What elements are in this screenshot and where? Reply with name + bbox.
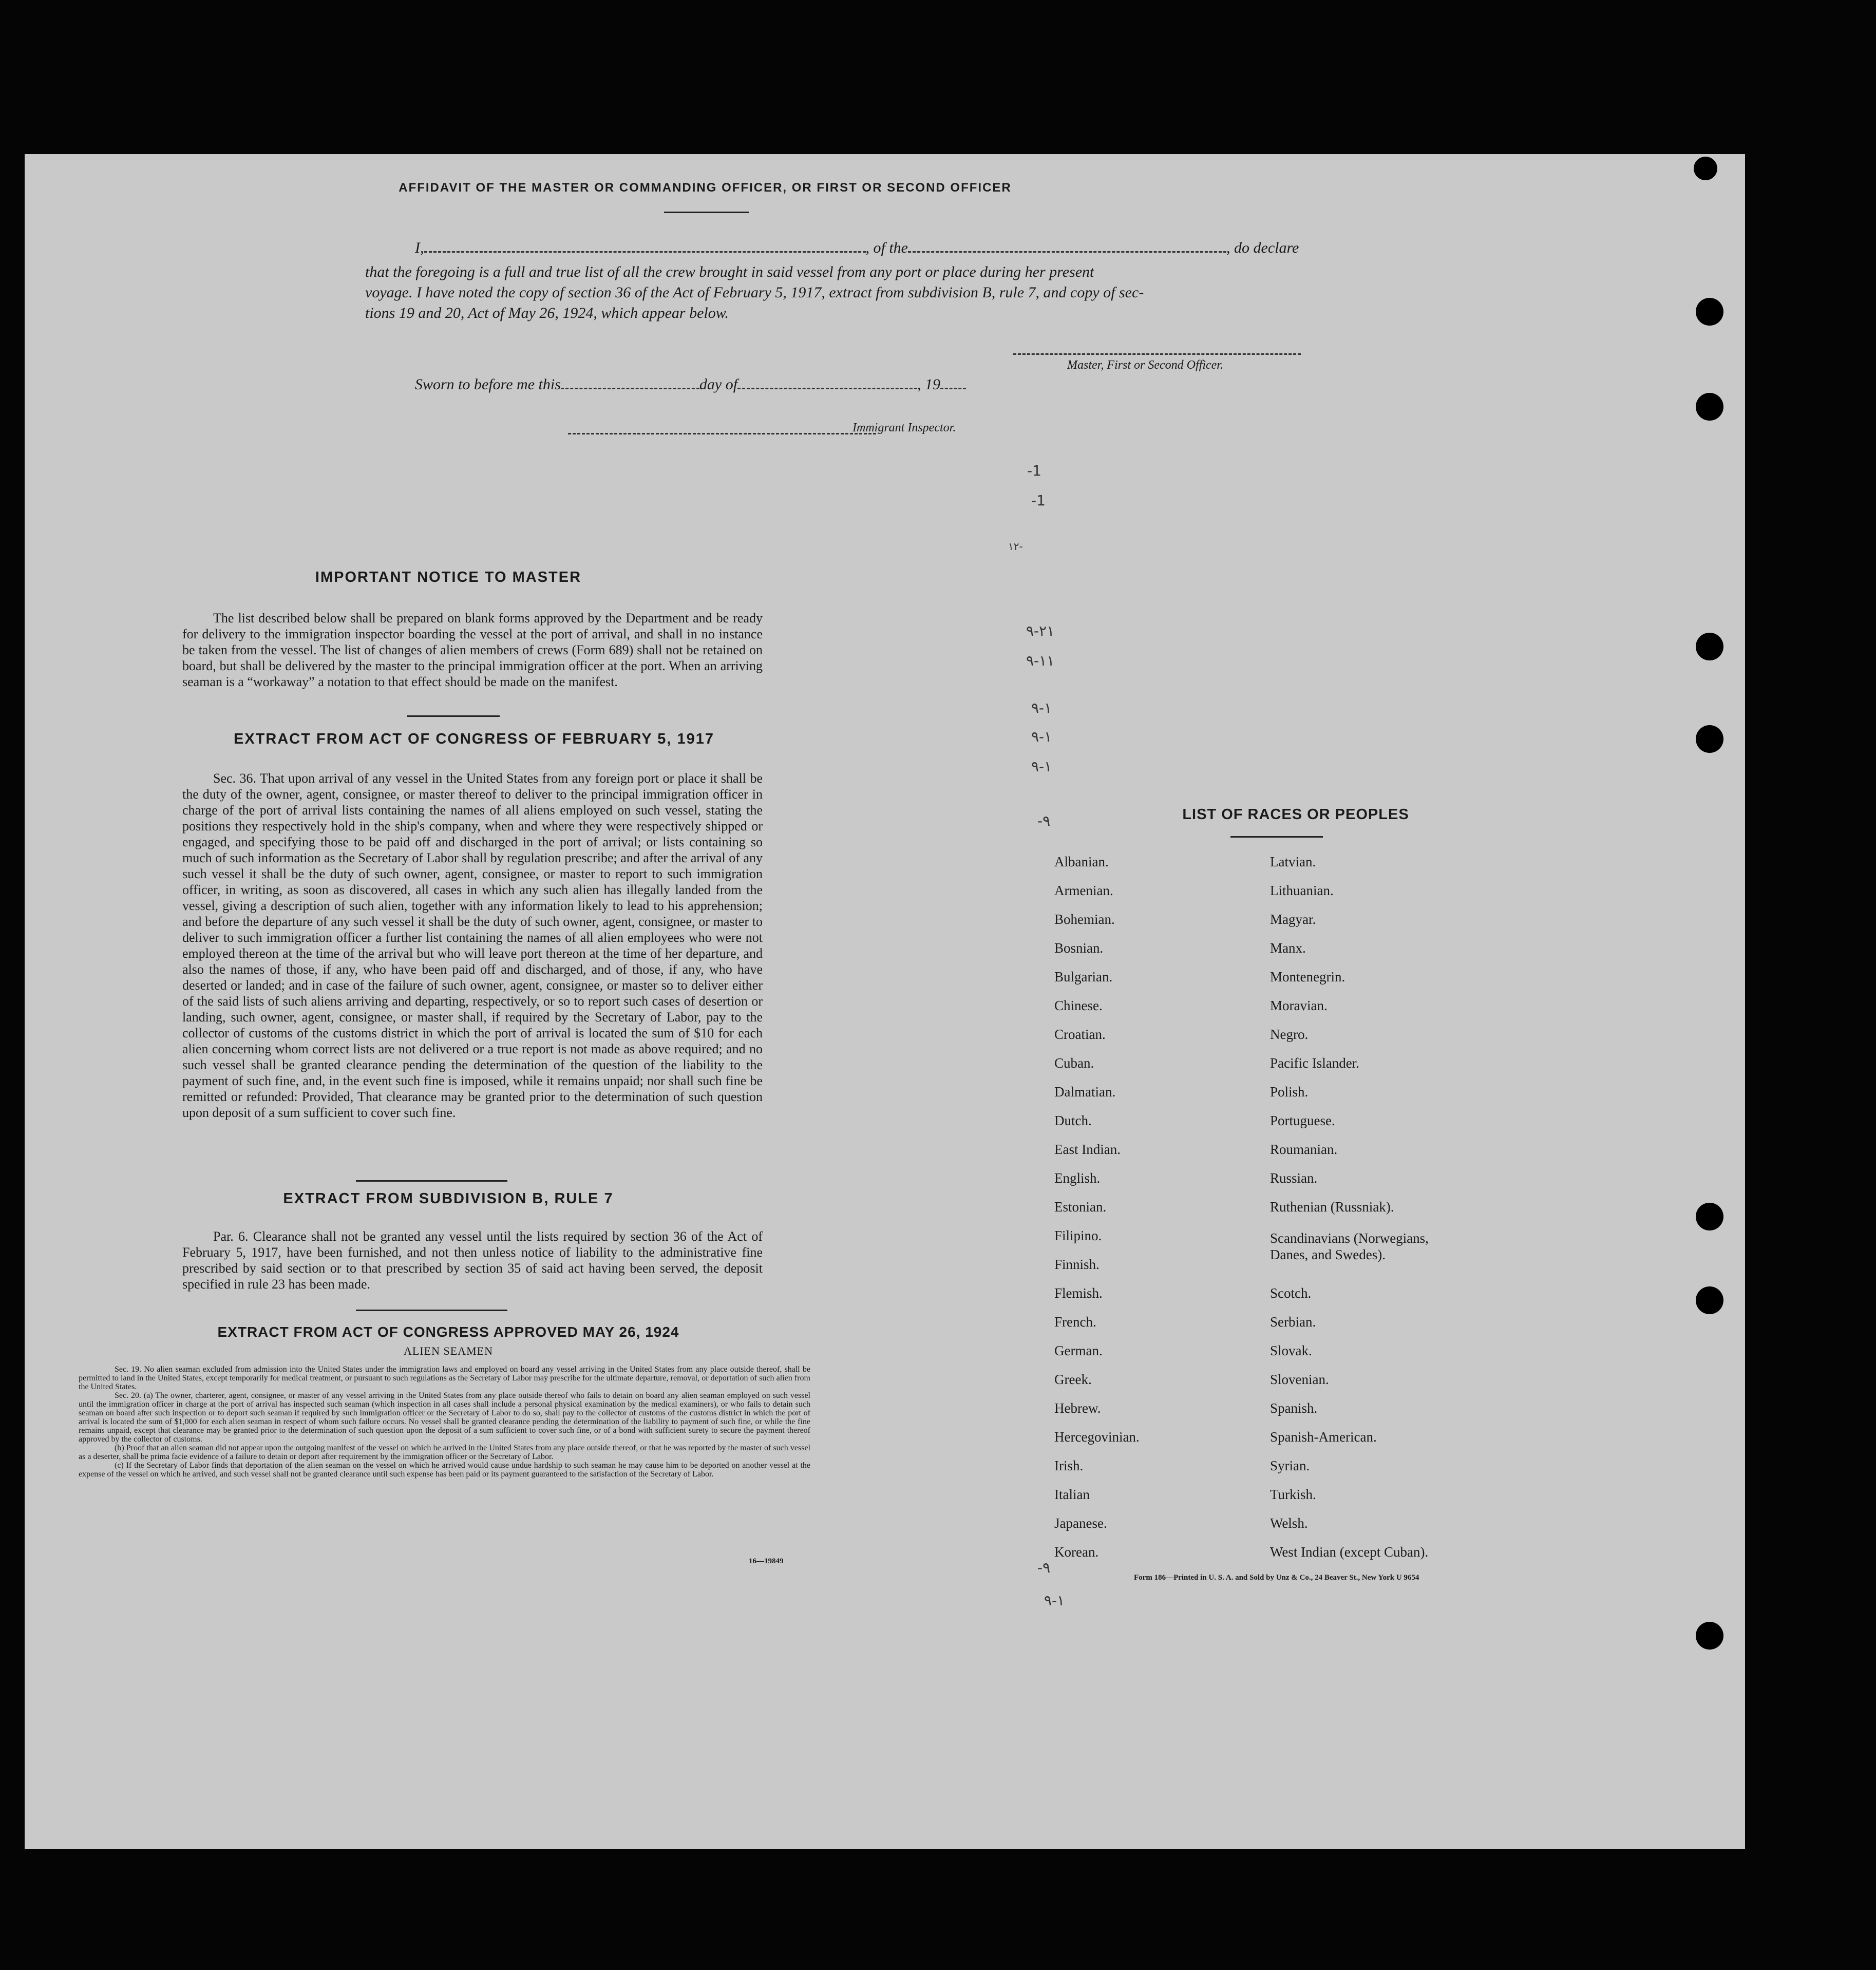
race-item: Pacific Islander. (1270, 1055, 1359, 1071)
race-item: Cuban. (1054, 1055, 1094, 1071)
punch-hole (1696, 393, 1723, 421)
sworn-text: Sworn to before me this (415, 376, 561, 393)
race-item: Bohemian. (1054, 912, 1115, 927)
act1924-sec19: Sec. 19. No alien seaman excluded from admission into the United States under the immigration laws and employed on board any vessel arriving in the United States from any place outside thereof, shall be permitted to land in the United States, except temporarily for medical treatment, or pursuant to such regulations as the Secretary of Labor may prescribe for the ultimate departure, removal, or deportation of such alien from the United States. (79, 1365, 810, 1391)
race-item: Scandinavians (Norwegians, Danes, and Swedes). (1270, 1230, 1429, 1262)
affidavit-line2: that the foregoing is a full and true list of all the crew brought in said vessel from any port or place during her present (365, 263, 1094, 280)
pencil-mark: ٢١-٩ (1026, 622, 1055, 639)
race-item: Dalmatian. (1054, 1084, 1116, 1100)
rule7-rule (356, 1310, 507, 1311)
affidavit-of-the: , of the (865, 239, 908, 256)
affidavit-title: AFFIDAVIT OF THE MASTER OR COMMANDING OFFICER, OR FIRST OR SECOND OFFICER (399, 181, 1012, 195)
pencil-mark: ١١-٩ (1026, 652, 1055, 669)
race-item: Lithuanian. (1270, 883, 1334, 898)
document-sheet (25, 154, 1745, 1849)
race-item: Negro. (1270, 1027, 1309, 1042)
race-item: English. (1054, 1170, 1101, 1186)
race-item: Moravian. (1270, 998, 1328, 1013)
race-item: Slovak. (1270, 1343, 1312, 1358)
race-item: Albanian. (1054, 854, 1109, 869)
rule7-heading: EXTRACT FROM SUBDIVISION B, RULE 7 (283, 1190, 614, 1207)
title-rule (664, 212, 749, 213)
act1924-sec20c: (c) If the Secretary of Labor finds that deportation of the alien seaman on the vessel on which he arrived would cause undue hardship to such seaman he may cause him to be deported on another vessel at the expense of the vessel on which he arrived, and such vessel shall not be granted clearance until such expense has been paid or its payment guaranteed to the satisfaction of the Secretary of Labor. (79, 1461, 810, 1479)
race-item: Greek. (1054, 1372, 1092, 1387)
race-item: Italian (1054, 1487, 1090, 1502)
notice-rule (407, 715, 500, 717)
affidavit-i: I, (415, 239, 424, 256)
master-signature-label: Master, First or Second Officer. (1067, 358, 1223, 372)
race-item: Russian. (1270, 1170, 1318, 1186)
race-item: Syrian. (1270, 1458, 1310, 1473)
inspector-signature-line[interactable] (568, 433, 876, 434)
punch-hole (1696, 1622, 1723, 1650)
affidavit-do-declare: , do declare (1226, 239, 1299, 256)
sworn-line (415, 376, 966, 393)
punch-hole (1696, 1286, 1723, 1314)
punch-hole (1696, 298, 1723, 326)
sworn-year: , 19 (917, 376, 941, 393)
race-item: Finnish. (1054, 1257, 1100, 1272)
race-item: Roumanian. (1270, 1142, 1338, 1157)
race-item: Hercegovinian. (1054, 1429, 1140, 1445)
extract1917-heading: EXTRACT FROM ACT OF CONGRESS OF FEBRUARY 5, 1917 (233, 731, 715, 747)
race-item: Serbian. (1270, 1314, 1316, 1330)
punch-hole (1696, 1203, 1723, 1230)
pencil-mark: ١-٩ (1031, 758, 1052, 775)
vessel-field[interactable] (908, 251, 1226, 253)
pencil-mark: ١٢- (1008, 540, 1023, 553)
races-rule (1230, 836, 1323, 838)
notice-heading: IMPORTANT NOTICE TO MASTER (315, 569, 582, 585)
affidavit-line1 (415, 239, 1299, 257)
affidavit-line4: tions 19 and 20, Act of May 26, 1924, which appear below. (365, 305, 729, 321)
inspector-label: Immigrant Inspector. (852, 421, 956, 434)
rule7-body: Par. 6. Clearance shall not be granted any vessel until the lists required by section 36 of the Act of February 5, 1917, have been furnished, and not then unless notice of liability to the administrative fine prescribed by said section or to that prescribed by section 35 of said act having been served, the deposit specified in rule 23 has been made. (182, 1229, 763, 1292)
extract1917-body: Sec. 36. That upon arrival of any vessel in the United States from any foreign port or place it shall be the duty of the owner, agent, consignee, or master thereof to deliver to the principal immigration officer in charge of the port of arrival lists containing the names of all aliens employed on such vessel, stating the positions they respectively hold in the ship's company, when and where they were respectively shipped or engaged, and specifying those to be paid off and discharged in the port of arrival; or lists containing so much of such information as the Secretary of Labor shall by regulation prescribe; and after the arrival of any such vessel it shall be the duty of such owner, agent, consignee, or master to report to such immigration officer, in writing, as soon as discovered, all cases in which any such alien has illegally landed from the vessel, giving a description of such alien, together with any information likely to lead to his apprehension; and before the departure of any such vessel it shall be the duty of such owner, agent, consignee, or master to deliver to such immigration officer a further list containing the names of all alien employees who were not employed thereon at the time of the arrival but who will leave port thereon at the time of her departure, and also the names of those, if any, who have been paid off and discharged, and of those, if any, who have deserted or landed; and in case of the failure of such owner, agent, consignee, or master so to deliver either of the said lists of such aliens arriving and departing, respectively, or so to report such cases of desertion or landing, such owner, agent, consignee, or master shall, if required by the Secretary of Labor, pay to the collector of customs of the customs district in which the port of arrival is located the sum of $10 for each alien concerning whom correct lists are not delivered or a true report is not made as above required; and no such vessel shall be granted clearance pending the determination of the question of the liability to the payment of such fine, and, in the event such fine is imposed, while it remains unpaid; nor shall such fine be remitted or refunded: Provided, That clearance may be granted prior to the determination of such question upon deposit of a sum sufficient to cover such fine. (182, 771, 763, 1120)
form-code: 16—19849 (749, 1557, 784, 1565)
race-item: Estonian. (1054, 1199, 1107, 1215)
master-signature-line[interactable] (1013, 353, 1301, 355)
race-item: Chinese. (1054, 998, 1103, 1013)
sworn-year-field[interactable] (940, 388, 966, 389)
race-item: West Indian (except Cuban). (1270, 1544, 1429, 1560)
race-item: Korean. (1054, 1544, 1099, 1560)
punch-hole (1696, 725, 1723, 753)
pencil-mark: ١-٩ (1031, 728, 1052, 745)
race-item: Scotch. (1270, 1285, 1312, 1301)
act1924-sec20a: Sec. 20. (a) The owner, charterer, agent, consignee, or master of any vessel arriving in the United States from any place outside thereof who fails to detain on board any alien seaman employed on such vessel until the immigration officer in charge at the port of arrival has inspected such seaman (which inspection in all cases shall include a personal physical examination by the medical examiners), or who fails to detain such seaman on board after such inspection or to deport such seaman if required by such immigration officer or the Secretary of Labor to do so, shall pay to the collector of customs of the customs district in which the port of arrival is located the sum of $1,000 for each alien seaman in respect of whom such failure occurs. No vessel shall be granted clearance pending the determination of the liability to payment of such fine, or while the fine remains unpaid, except that clearance may be granted prior to the determination of such question upon the deposit of a sum sufficient to cover such fine, or of a bond with sufficient surety to secure the payment thereof approved by the collector of customs. (79, 1391, 810, 1444)
notice-body: The list described below shall be prepared on blank forms approved by the Department and be ready for delivery to the immigration inspector boarding the vessel at the port of arrival, and shall in no instance be taken from the vessel. The list of changes of alien members of crews (Form 689) shall not be retained on board, but shall be delivered by the master to the principal immigration officer at the port. When an arriving seaman is a “workaway” a notation to that effect should be made on the manifest. (182, 611, 763, 689)
affidavit-line3: voyage. I have noted the copy of section 36 of the Act of February 5, 1917, extract from subdivision B, rule 7, and copy of sec- (365, 284, 1144, 301)
race-item: Magyar. (1270, 912, 1316, 927)
race-item: Spanish. (1270, 1400, 1318, 1416)
pencil-mark: -1 (1027, 462, 1041, 479)
pencil-mark: -٩ (1037, 812, 1051, 829)
race-item: Croatian. (1054, 1027, 1106, 1042)
race-item: Portuguese. (1270, 1113, 1335, 1128)
race-item: Armenian. (1054, 883, 1113, 898)
act1924-text (79, 1365, 810, 1479)
race-item: Slovenian. (1270, 1372, 1329, 1387)
punch-hole (1696, 633, 1723, 660)
pencil-mark: -٩ (1037, 1559, 1051, 1576)
race-item: Japanese. (1054, 1516, 1107, 1531)
name-field[interactable] (424, 251, 866, 253)
race-item: East Indian. (1054, 1142, 1121, 1157)
race-item: Welsh. (1270, 1516, 1308, 1531)
pencil-mark: ١-٩ (1031, 699, 1052, 716)
race-item: French. (1054, 1314, 1096, 1330)
race-item: Bosnian. (1054, 940, 1104, 956)
sworn-day-of: day of (699, 376, 738, 393)
race-item: Irish. (1054, 1458, 1084, 1473)
race-item: Latvian. (1270, 854, 1316, 869)
sworn-day-field[interactable] (561, 388, 699, 389)
race-item: Flemish. (1054, 1285, 1103, 1301)
act1924-sec20b: (b) Proof that an alien seaman did not appear upon the outgoing manifest of the vessel on which he arrived in the United States from any place outside thereof, or that he was reported by the master of such vessel as a deserter, shall be prima facie evidence of a failure to detain or deport after requirement by the immigration officer or the Secretary of Labor. (79, 1444, 810, 1461)
race-item: Hebrew. (1054, 1400, 1101, 1416)
race-item: Montenegrin. (1270, 969, 1346, 984)
race-item: Ruthenian (Russniak). (1270, 1199, 1394, 1215)
form-printer-note: Form 186—Printed in U. S. A. and Sold by Unz & Co., 24 Beaver St., New York U 9654 (1134, 1574, 1419, 1582)
punch-hole (1694, 157, 1717, 180)
race-item: Dutch. (1054, 1113, 1092, 1128)
act1924-heading: EXTRACT FROM ACT OF CONGRESS APPROVED MAY 26, 1924 (217, 1324, 679, 1340)
races-heading: LIST OF RACES OR PEOPLES (1182, 806, 1409, 823)
race-item: Filipino. (1054, 1228, 1102, 1243)
race-item: Manx. (1270, 940, 1306, 956)
sworn-month-field[interactable] (737, 388, 917, 389)
race-item: Spanish-American. (1270, 1429, 1377, 1445)
pencil-mark: ١-٩ (1044, 1592, 1065, 1609)
act1924-subheading: ALIEN SEAMEN (404, 1344, 493, 1357)
extract1917-rule (356, 1180, 507, 1182)
race-item: Bulgarian. (1054, 969, 1113, 984)
race-item: Turkish. (1270, 1487, 1316, 1502)
race-item: German. (1054, 1343, 1103, 1358)
race-item: Polish. (1270, 1084, 1309, 1100)
pencil-mark: -1 (1031, 492, 1046, 509)
